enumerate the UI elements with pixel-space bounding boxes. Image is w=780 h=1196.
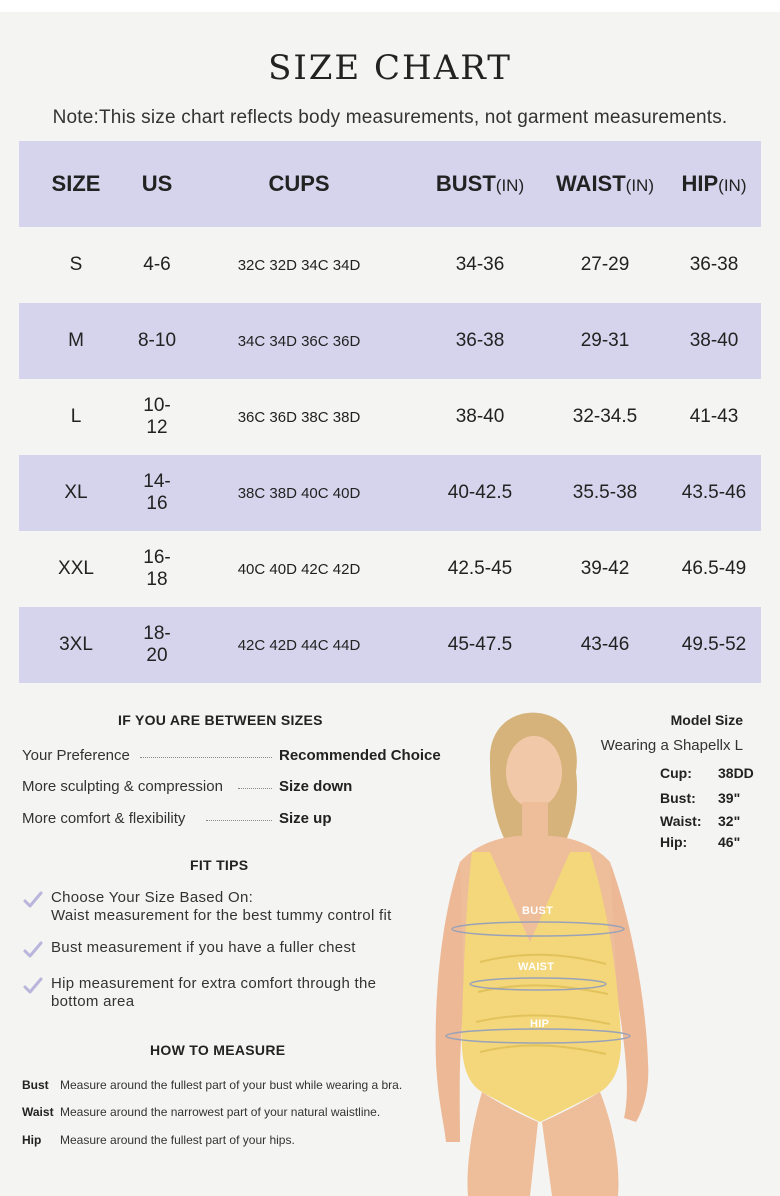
cell-us: 4-6 (143, 254, 171, 275)
cell-us: 16-18 (143, 547, 171, 590)
cell-bust: 36-38 (455, 330, 505, 351)
preference-choice: Recommended Choice (279, 747, 441, 764)
cell-waist: 43-46 (580, 634, 630, 655)
model-stat-label: Waist: (660, 813, 702, 829)
waist-line-label: WAIST (518, 961, 555, 973)
measure-description: Measure around the narrowest part of your natural waistline. (60, 1105, 381, 1119)
fit-tip-item (22, 889, 442, 927)
cell-bust: 45-47.5 (447, 634, 513, 655)
page-title: SIZE CHART (268, 48, 512, 88)
check-icon (22, 976, 44, 996)
model-stat-value: 46" (718, 834, 741, 850)
model-illustration (420, 702, 670, 1196)
fit-tip-line: Waist measurement for the best tummy control fit (51, 907, 392, 924)
table-row (19, 531, 761, 607)
size-table (19, 141, 761, 683)
measure-description: Measure around the fullest part of your hips. (60, 1133, 295, 1147)
cell-hip: 41-43 (689, 406, 739, 427)
cell-us: 10-12 (143, 395, 171, 438)
model-stat-label: Hip: (660, 834, 688, 850)
fit-tip-line: Hip measurement for extra comfort through the (51, 975, 377, 992)
model-size-title: Model Size (670, 712, 743, 728)
cell-us: 18-20 (143, 623, 171, 666)
cell-size: 3XL (59, 634, 93, 655)
preference-label: More comfort & flexibility (22, 810, 186, 827)
model-stat-value: 38DD (718, 765, 754, 781)
header-size: SIZE (51, 171, 101, 196)
fit-tips-title: FIT TIPS (190, 857, 249, 873)
size-chart-page (0, 12, 780, 1196)
cell-waist: 29-31 (580, 330, 630, 351)
header-waist-label: WAIST (556, 171, 626, 196)
cell-cups: 36C 36D 38C 38D (237, 408, 361, 426)
preference-label: Your Preference (22, 747, 130, 764)
preference-row (22, 778, 452, 798)
fit-tip-line: bottom area (51, 993, 135, 1010)
bust-line-label: BUST (522, 905, 554, 917)
header-cups: CUPS (268, 171, 330, 196)
model-stat (660, 834, 741, 850)
hip-line-label: HIP (530, 1018, 550, 1030)
cell-cups: 40C 40D 42C 42D (237, 560, 361, 578)
cell-waist: 32-34.5 (572, 406, 638, 427)
cell-hip: 43.5-46 (681, 482, 747, 503)
preference-row (22, 810, 452, 830)
measure-label: Bust (22, 1078, 49, 1092)
dotted-leader (140, 757, 272, 758)
cell-size: XXL (58, 558, 94, 579)
table-row (19, 455, 761, 531)
fit-tip-line: Bust measurement if you have a fuller chest (51, 939, 356, 956)
table-header-row (19, 141, 761, 227)
how-to-measure-title: HOW TO MEASURE (150, 1042, 286, 1058)
preference-label: More sculpting & compression (22, 778, 223, 795)
check-icon (22, 890, 44, 910)
table-row (19, 227, 761, 303)
fit-tip-item (22, 939, 442, 959)
fit-tip-text (51, 939, 441, 957)
header-bust (417, 141, 543, 227)
dotted-leader (206, 820, 272, 821)
cell-us: 14-16 (143, 471, 171, 514)
between-sizes-title: IF YOU ARE BETWEEN SIZES (118, 712, 323, 728)
model-stat-label: Bust: (660, 790, 696, 806)
model-stat-label: Cup: (660, 765, 692, 781)
dotted-leader (238, 788, 272, 789)
cell-bust: 34-36 (455, 254, 505, 275)
model-wearing: Wearing a Shapellx L (600, 737, 743, 754)
cell-hip: 49.5-52 (681, 634, 747, 655)
model-stat-value: 32" (718, 813, 741, 829)
model-stat (660, 790, 741, 806)
table-row (19, 379, 761, 455)
cell-bust: 42.5-45 (447, 558, 513, 579)
cell-hip: 38-40 (689, 330, 739, 351)
cell-size: M (68, 330, 84, 351)
cell-us: 8-10 (137, 330, 177, 351)
header-waist (543, 141, 667, 227)
cell-waist: 35.5-38 (572, 482, 638, 503)
cell-waist: 27-29 (580, 254, 630, 275)
measure-label: Waist (22, 1105, 54, 1119)
table-row (19, 607, 761, 683)
preference-choice: Size down (279, 778, 353, 795)
model-stat (660, 813, 741, 829)
cell-bust: 40-42.5 (447, 482, 513, 503)
cell-cups: 34C 34D 36C 36D (237, 332, 361, 350)
size-note: Note:This size chart reflects body measurements, not garment measurements. (52, 107, 728, 128)
header-waist-unit: (IN) (625, 176, 654, 195)
header-hip-unit: (IN) (718, 176, 747, 195)
check-icon (22, 940, 44, 960)
header-hip-label: HIP (681, 171, 719, 196)
header-us: US (141, 171, 173, 196)
cell-hip: 36-38 (689, 254, 739, 275)
fit-tip-item (22, 975, 442, 1013)
preference-row (22, 747, 452, 767)
measure-description: Measure around the fullest part of your bust while wearing a bra. (60, 1078, 403, 1092)
header-hip (667, 141, 761, 227)
cell-size: S (69, 254, 83, 275)
header-bust-unit: (IN) (495, 176, 525, 195)
cell-cups: 42C 42D 44C 44D (237, 636, 361, 654)
preference-choice: Size up (279, 810, 332, 827)
table-row (19, 303, 761, 379)
fit-tip-line: Choose Your Size Based On: (51, 889, 254, 906)
header-bust-label: BUST (435, 171, 496, 196)
cell-hip: 46.5-49 (681, 558, 747, 579)
fit-tip-text (51, 889, 441, 925)
cell-size: L (70, 406, 82, 427)
measure-label: Hip (22, 1133, 42, 1147)
fit-tip-text (51, 975, 441, 1011)
cell-waist: 39-42 (580, 558, 630, 579)
model-stat (660, 765, 754, 781)
cell-cups: 38C 38D 40C 40D (237, 484, 361, 502)
model-stat-value: 39" (718, 790, 741, 806)
cell-cups: 32C 32D 34C 34D (237, 256, 361, 274)
cell-size: XL (64, 482, 88, 503)
cell-bust: 38-40 (455, 406, 505, 427)
